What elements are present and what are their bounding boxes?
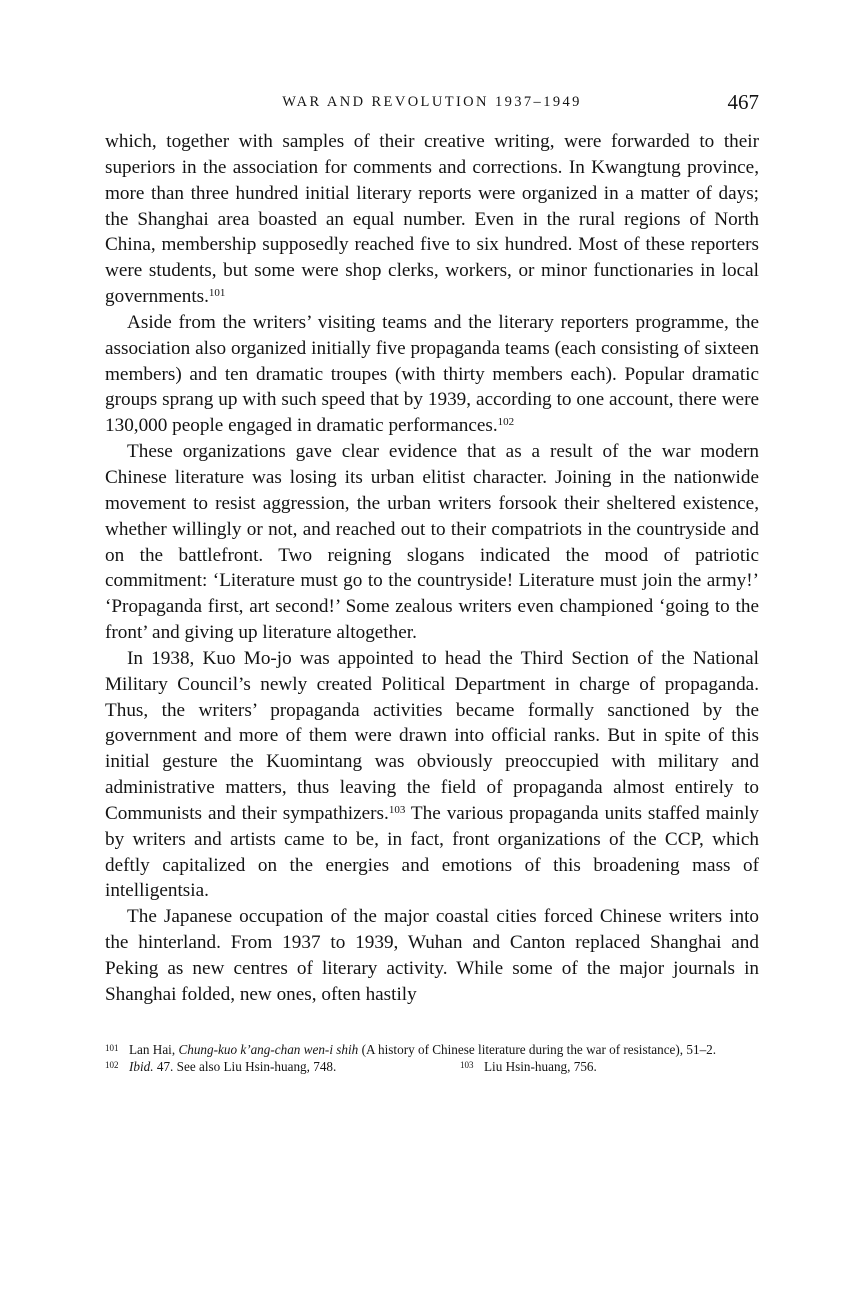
paragraph-text: The Japanese occupation of the major coastal cities forced Chinese writers into the hinterland. From 1937 to 1939, Wuhan and Canton replaced Shanghai and Peking as new centres of literary activity. While some of the major journals in Shanghai folded, new ones, often hastily bbox=[105, 906, 759, 1005]
paragraph-text-continued: The various propaganda units staffed mainly by writers and artists came to be, in fact, front organizations of the CCP, which deftly capitalized on the energies and emotions of this broadening mass of intelligentsia. bbox=[105, 802, 759, 902]
footnote-work-title: Chung-kuo k’ang-chan wen-i shih bbox=[178, 1041, 359, 1057]
paragraph-1 bbox=[105, 129, 759, 310]
paragraph-5 bbox=[105, 904, 759, 1007]
footnotes bbox=[105, 1041, 759, 1076]
paragraph-4 bbox=[105, 646, 759, 904]
footnote-item bbox=[105, 1041, 716, 1059]
footnote-number: 103 bbox=[460, 1060, 474, 1071]
footnote-102 bbox=[105, 1058, 460, 1076]
footnote-text bbox=[129, 1041, 716, 1059]
footnote-rest: (A history of Chinese literature during the war of resistance), 51–2. bbox=[358, 1041, 717, 1057]
running-head bbox=[105, 90, 759, 122]
paragraph-2 bbox=[105, 310, 759, 439]
paragraph-text: These organizations gave clear evidence that as a result of the war modern Chinese literature was losing its urban elitist character. Joining in the nationwide movement to resist aggression, the urban writers forsook their sheltered existence, whether willingly or not, and reached out to their compatriots in the countryside and on the battlefront. Two reigning slogans indicated the mood of patriotic commitment: ‘Literature must go to the countryside! Literature must join the army!’ ‘Propaganda first, art second!’ Some zealous writers even championed ‘going to the front’ and giving up literature altogether. bbox=[105, 441, 759, 644]
footnote-reference-101: 101 bbox=[208, 287, 226, 300]
footnote-rest: 47. See also Liu Hsin-huang, 748. bbox=[153, 1059, 337, 1075]
book-page bbox=[105, 90, 759, 1210]
paragraph-text: which, together with samples of their creative writing, were forwarded to their superiors in the association for comments and corrections. In Kwangtung province, more than three hundred initial literary reports were organized in a matter of days; the Shanghai area boasted an equal number. Even in the rural regions of North China, membership supposedly reached five to six hundred. Most of these reporters were students, but some were shop clerks, workers, or minor functionaries in local governments. bbox=[105, 131, 759, 308]
body-text bbox=[105, 129, 759, 1008]
footnote-reference-103: 103 bbox=[388, 803, 406, 816]
footnote-ibid: Ibid. bbox=[129, 1059, 154, 1075]
paragraph-3 bbox=[105, 439, 759, 646]
footnote-text bbox=[129, 1058, 460, 1076]
running-head-title: WAR AND REVOLUTION 1937–1949 bbox=[282, 94, 582, 110]
footnote-reference-102: 102 bbox=[497, 416, 515, 429]
footnote-103 bbox=[460, 1058, 597, 1076]
paragraph-text: Aside from the writers’ visiting teams and the literary reporters programme, the association also organized initially five propaganda teams (each consisting of sixteen members) and ten dramatic troupes (with thirty members each). Popular dramatic groups sprang up with such speed that by 1939, according to one account, there were 130,000 people engaged in dramatic performances. bbox=[105, 311, 759, 437]
footnote-101 bbox=[105, 1041, 759, 1059]
footnote-text: Liu Hsin-huang, 756. bbox=[484, 1059, 597, 1075]
footnote-number: 102 bbox=[105, 1060, 119, 1071]
footnote-author: Lan Hai, bbox=[129, 1041, 179, 1057]
footnote-number: 101 bbox=[105, 1042, 119, 1053]
paragraph-text: In 1938, Kuo Mo-jo was appointed to head the Third Section of the National Military Council’s newly created Political Department in charge of propaganda. Thus, the writers’ propaganda activities became formally sanctioned by the government and more of them were drawn into official ranks. But in spite of this initial gesture the Kuomintang was obviously preoccupied with military and administrative matters, thus leaving the field of propaganda almost entirely to Communists and their sympathizers. bbox=[105, 647, 759, 824]
page-number: 467 bbox=[727, 90, 759, 114]
footnote-row bbox=[105, 1058, 759, 1076]
